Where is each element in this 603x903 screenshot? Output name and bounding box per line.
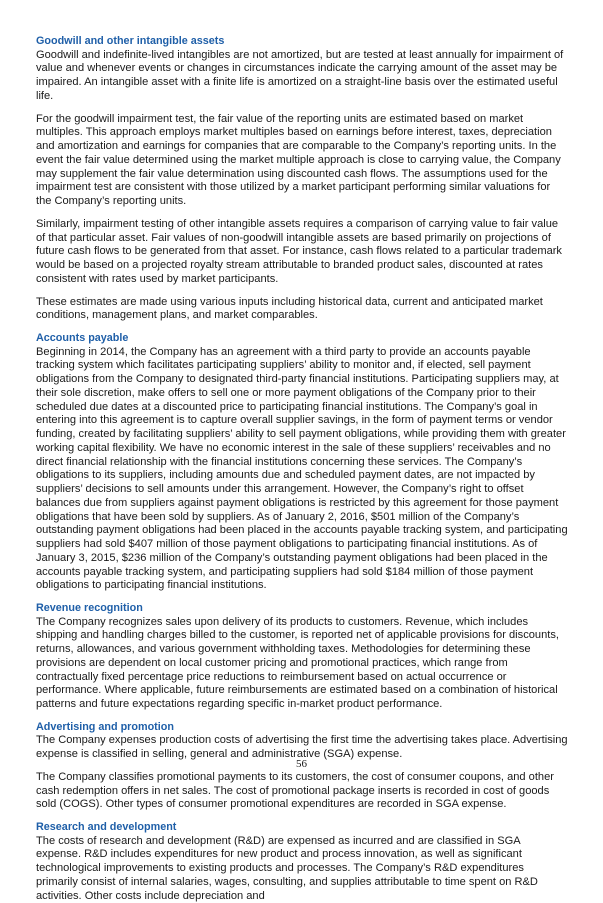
revenue-heading: Revenue recognition	[36, 602, 568, 616]
goodwill-heading: Goodwill and other intangible assets	[36, 35, 568, 49]
goodwill-paragraph-1: Goodwill and indefinite-lived intangibles are not amortized, but are tested at least annually for impairment of value and whenever events or changes in circumstances indicate the carrying amount of the asset may be impaired. An intangible asset with a finite life is amortized on a straight-line basis over the estimated useful life.	[36, 49, 568, 104]
accounts-payable-heading: Accounts payable	[36, 332, 568, 346]
research-heading: Research and development	[36, 821, 568, 835]
revenue-paragraph-1: The Company recognizes sales upon delivery of its products to customers. Revenue, which includes shipping and handling charges billed to the customer, is reported net of applicable provisions for discounts, returns, allowances, and various government withholding taxes. Methodologies for determining these provisions are dependent on local customer pricing and promotional practices, which range from contractually fixed percentage price reductions to reimbursement based on actual occurrence or performance. Where applicable, future reimbursements are estimated based on a combination of historical patterns and future expectations regarding specific in-market product performance.	[36, 616, 568, 712]
goodwill-paragraph-3: Similarly, impairment testing of other intangible assets requires a comparison of carrying value to fair value of that particular asset. Fair values of non-goodwill intangible assets are based primarily on projections of future cash flows to be generated from that asset. For instance, cash flows related to a particular trademark would be based on a projected royalty stream attributable to branded product sales, discounted at rates consistent with rates used by market participants.	[36, 218, 568, 287]
goodwill-paragraph-4: These estimates are made using various inputs including historical data, current and anticipated market conditions, management plans, and market comparables.	[36, 296, 568, 324]
document-page	[36, 35, 568, 903]
accounts-payable-paragraph-1: Beginning in 2014, the Company has an agreement with a third party to provide an accounts payable tracking system which facilitates participating suppliers’ ability to monitor and, if elected, sell payment obligations from the Company to designated third-party financial institutions. Participating suppliers may, at their sole discretion, make offers to sell one or more payment obligations of the Company prior to their scheduled due dates at a discounted price to participating financial institutions. The Company’s goal in entering into this agreement is to capture overall supplier savings, in the form of payment terms or vendor funding, created by facilitating suppliers’ ability to sell payment obligations, while providing them with greater working capital flexibility. We have no economic interest in the sale of these suppliers’ receivables and no direct financial relationship with the financial institutions concerning these services. The Company’s obligations to its suppliers, including amounts due and scheduled payment dates, are not impacted by suppliers’ decisions to sell amounts under this arrangement. However, the Company’s right to offset balances due from suppliers against payment obligations is restricted by this agreement for those payment obligations that have been sold by suppliers. As of January 2, 2016, $501 million of the Company’s outstanding payment obligations had been placed in the accounts payable tracking system, and participating suppliers had sold $407 million of those payment obligations to participating financial institutions. As of January 3, 2015, $236 million of the Company’s outstanding payment obligations had been placed in the accounts payable tracking system, and participating suppliers had sold $184 million of those payment obligations to participating financial institutions.	[36, 346, 568, 594]
page-number: 56	[0, 758, 603, 770]
advertising-heading: Advertising and promotion	[36, 721, 568, 735]
advertising-paragraph-2: The Company classifies promotional payments to its customers, the cost of consumer coupons, and other cash redemption offers in net sales. The cost of promotional package inserts is recorded in cost of goods sold (COGS). Other types of consumer promotional expenditures are recorded in SGA expense.	[36, 771, 568, 812]
goodwill-paragraph-2: For the goodwill impairment test, the fair value of the reporting units are estimated based on market multiples. This approach employs market multiples based on earnings before interest, taxes, depreciation and amortization and earnings for companies that are comparable to the Company’s reporting units. In the event the fair value determined using the market multiple approach is close to carrying value, the Company may supplement the fair value determination using discounted cash flows. The assumptions used for the impairment test are consistent with those utilized by a market participant performing similar valuations for the Company’s reporting units.	[36, 113, 568, 209]
research-paragraph-1: The costs of research and development (R&D) are expensed as incurred and are classified in SGA expense. R&D includes expenditures for new product and process innovation, as well as significant technological improvements to existing products and processes. The Company’s R&D expenditures primarily consist of internal salaries, wages, consulting, and supplies attributable to time spent on R&D activities. Other costs include depreciation and	[36, 835, 568, 903]
advertising-paragraph-1: The Company expenses production costs of advertising the first time the advertising takes place. Advertising expense is classified in selling, general and administrative (SGA) expense.	[36, 734, 568, 762]
